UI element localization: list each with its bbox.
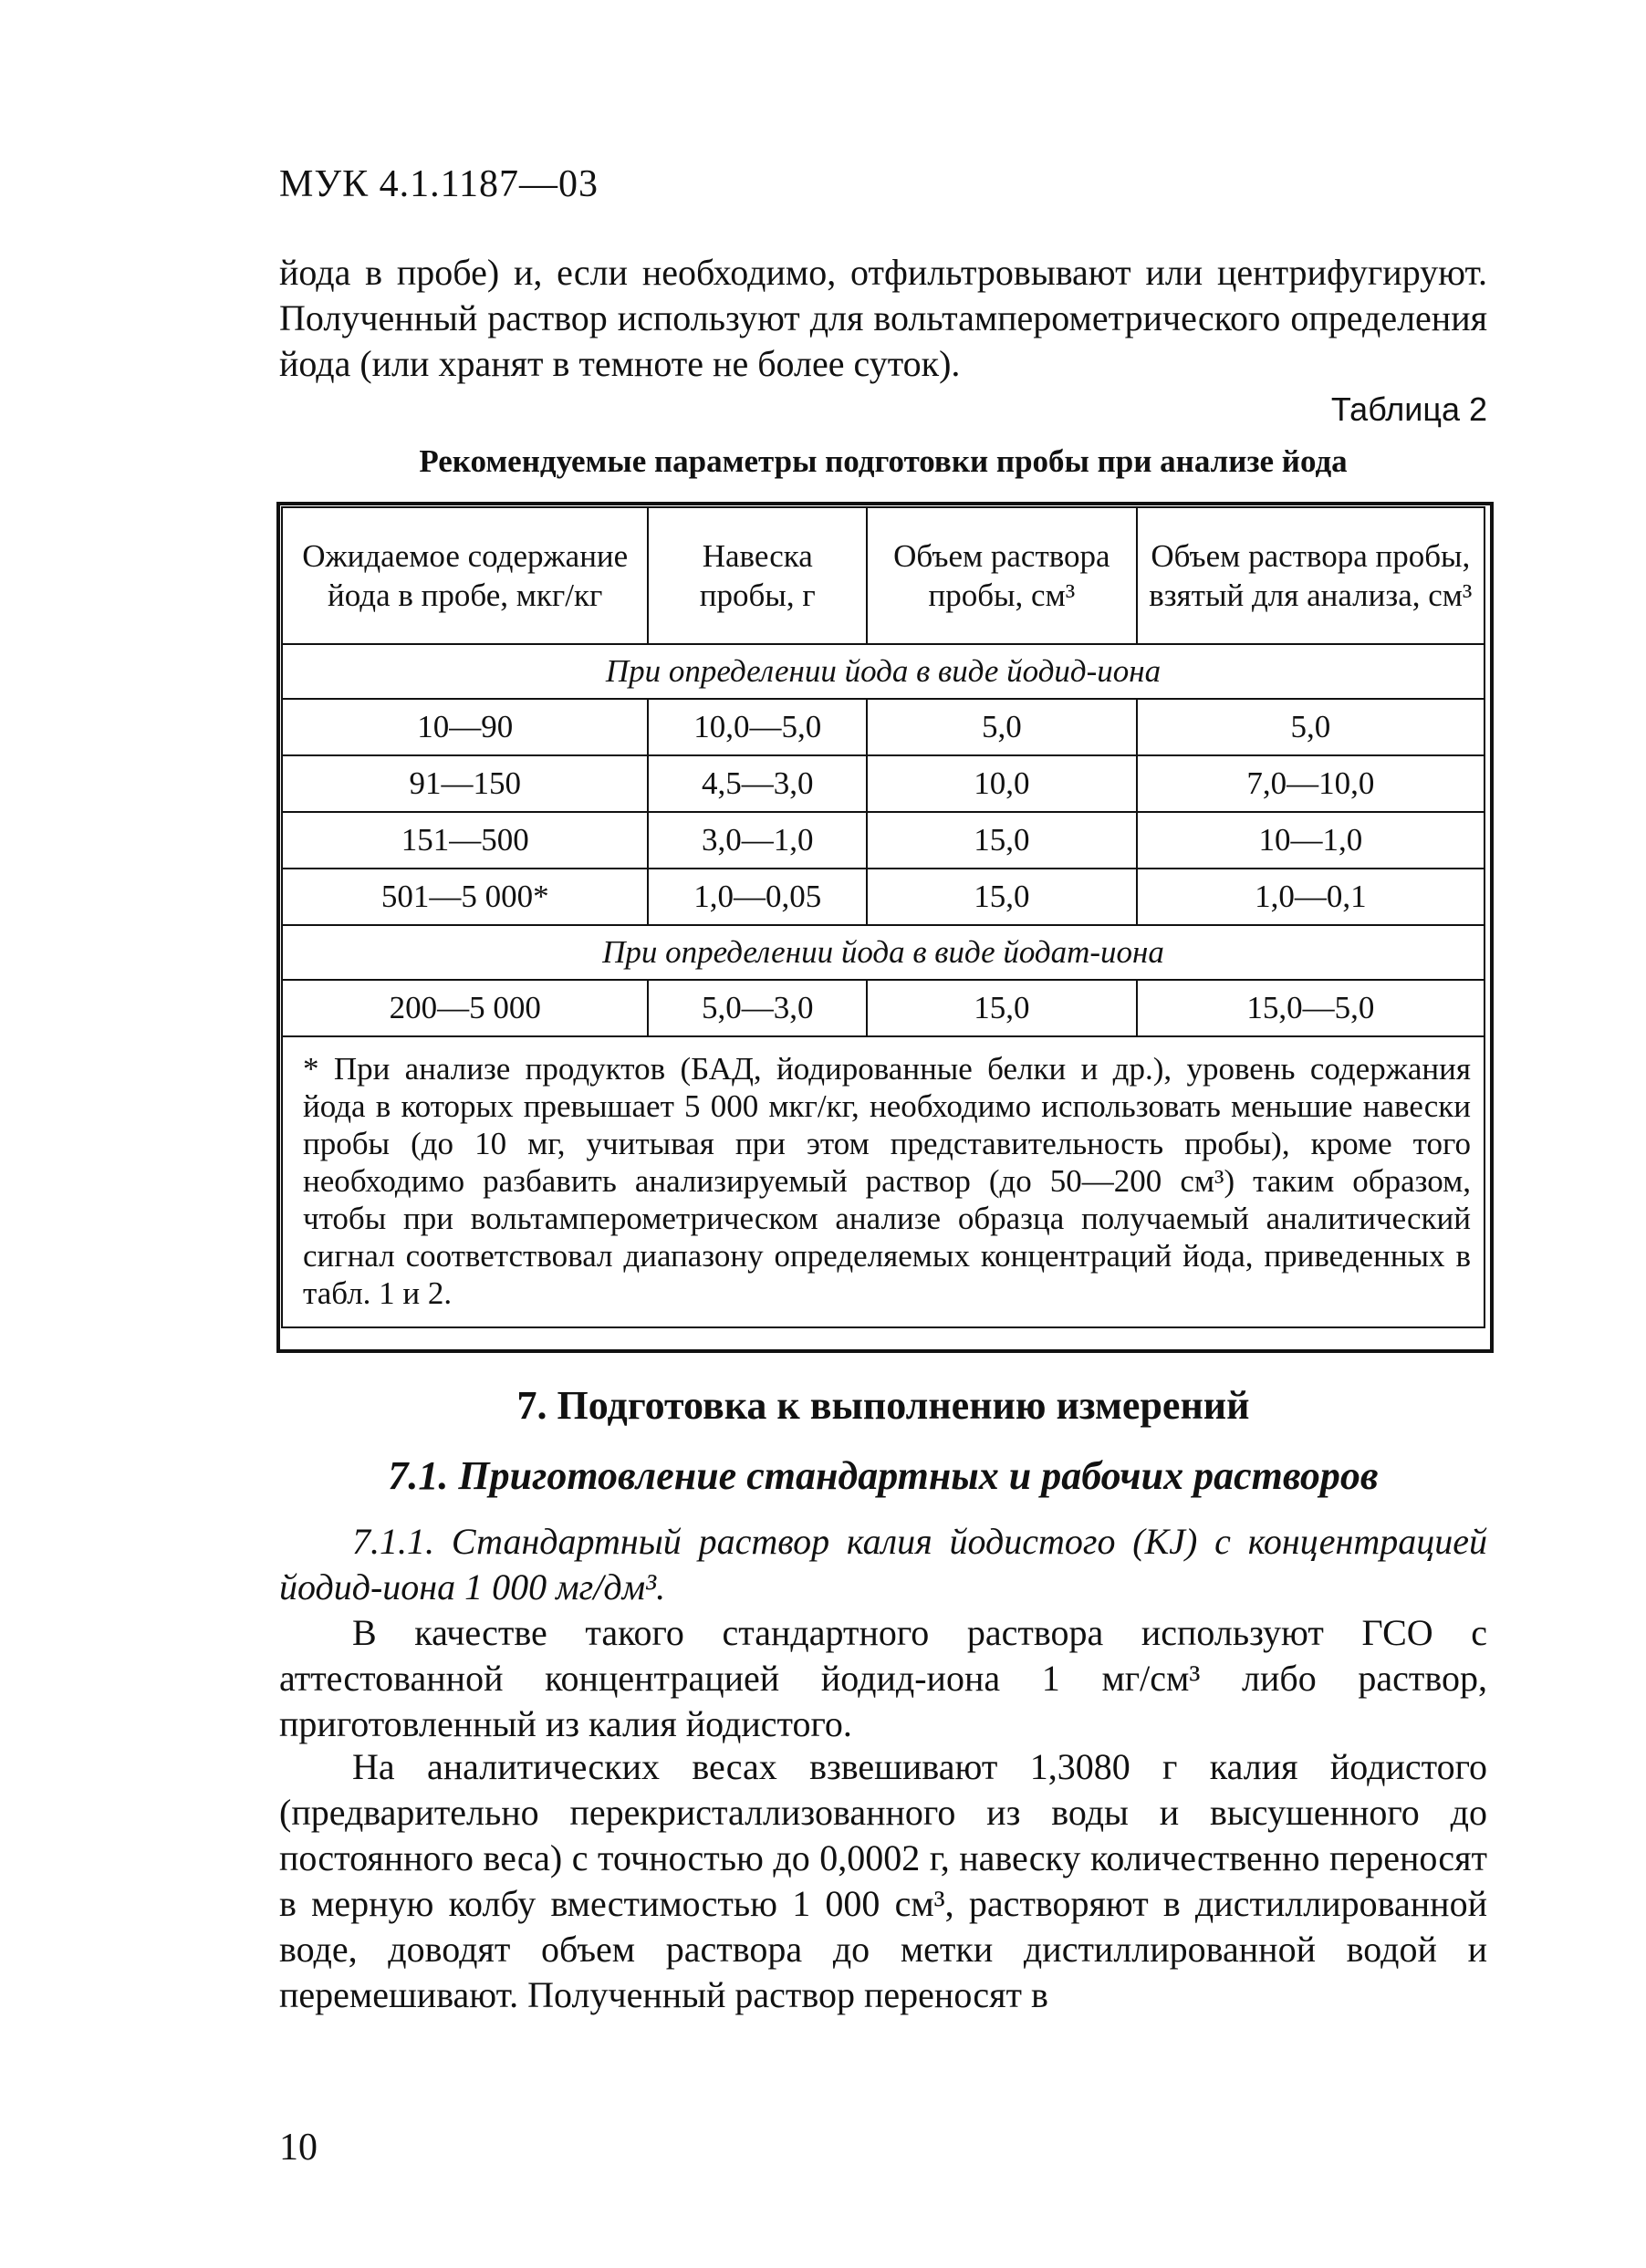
- table-cell: 5,0—3,0: [648, 980, 867, 1036]
- header-expected-content: Ожидаемое содержание йода в пробе, мкг/кг: [282, 507, 648, 644]
- table-footnote-row: [282, 1036, 1485, 1327]
- table-row: [282, 699, 1485, 755]
- table-cell: 4,5—3,0: [648, 755, 867, 812]
- table-label: Таблица 2: [1330, 390, 1487, 428]
- table-cell: 15,0: [867, 869, 1137, 925]
- subsection-heading: 7.1. Приготовление стандартных и рабочих растворов: [388, 1453, 1379, 1498]
- table-footnote: * При анализе продуктов (БАД, йодированные белки и др.), уровень содержания йода в которых превышает 5 000 мкг/кг, необходимо использовать меньшие навески пробы (до 10 мг, учитывая при этом представительность пробы), кроме того необходимо разбавить анализируемый раствор (до 50—200 см³) таким образом, чтобы при вольтамперометрическом анализе образца получаемый аналитический сигнал соответствовал диапазону определяемых концентраций йода, приведенных в табл. 1 и 2.: [282, 1036, 1485, 1327]
- table-cell: 5,0: [867, 699, 1137, 755]
- table-cell: 7,0—10,0: [1137, 755, 1485, 812]
- paragraph-weighing: На аналитических весах взвешивают 1,3080 г калия йодистого (предварительно перекристаллизованного из воды и высушенного до постоянного веса) с точностью до 0,0002 г, навеску количественно переносят в мерную колбу вместимостью 1 000 см³, растворяют в дистиллированной воде, доводят объем раствора до метки дистиллированной водой и перемешивают. Полученный раствор переносят в: [279, 1746, 1487, 2015]
- section-heading: 7. Подготовка к выполнению измерений: [516, 1383, 1250, 1428]
- header-solution-volume: Объем раствора пробы, см³: [867, 507, 1137, 644]
- section-iodate: При определении йода в виде йодат-иона: [282, 925, 1485, 980]
- table-row: [282, 812, 1485, 869]
- item-7-1-1: 7.1.1. Стандартный раствор калия йодистого (KJ) с концентрацией йодид-иона 1 000 мг/дм³.: [279, 1521, 1487, 1607]
- section-iodide: При определении йода в виде йодид-иона: [282, 644, 1485, 699]
- table-row: [282, 755, 1485, 812]
- intro-paragraph: йода в пробе) и, если необходимо, отфильтровывают или центрифугируют. Полученный раствор используют для вольтамперометрического определения йода (или хранят в темноте не более суток).: [279, 252, 1487, 384]
- table-cell: 15,0: [867, 980, 1137, 1036]
- table-cell: 3,0—1,0: [648, 812, 867, 869]
- table-cell: 501—5 000*: [282, 869, 648, 925]
- table-cell: 5,0: [1137, 699, 1485, 755]
- table-cell: 1,0—0,05: [648, 869, 867, 925]
- table-row: [282, 869, 1485, 925]
- parameters-table: [281, 506, 1485, 1328]
- table-cell: 200—5 000: [282, 980, 648, 1036]
- table-cell: 10,0—5,0: [648, 699, 867, 755]
- table-cell: 91—150: [282, 755, 648, 812]
- table-cell: 10—90: [282, 699, 648, 755]
- document-code: МУК 4.1.1187—03: [279, 163, 599, 205]
- table-header-row: [282, 507, 1485, 644]
- table-cell: 10—1,0: [1137, 812, 1485, 869]
- header-analysis-volume: Объем раствора пробы, взятый для анализа, см³: [1137, 507, 1485, 644]
- table-cell: 151—500: [282, 812, 648, 869]
- table-title: Рекомендуемые параметры подготовки пробы при анализе йода: [419, 443, 1348, 479]
- table-cell: 10,0: [867, 755, 1137, 812]
- header-sample-weight: Навеска пробы, г: [648, 507, 867, 644]
- table-cell: 15,0—5,0: [1137, 980, 1485, 1036]
- table-cell: 15,0: [867, 812, 1137, 869]
- table-cell: 1,0—0,1: [1137, 869, 1485, 925]
- table-row: [282, 980, 1485, 1036]
- page-number: 10: [279, 2127, 318, 2169]
- table-section-row: [282, 925, 1485, 980]
- paragraph-gso: В качестве такого стандартного раствора используют ГСО с аттестованной концентрацией йодид-иона 1 мг/см³ либо раствор, приготовленный из калия йодистого.: [279, 1612, 1487, 1744]
- table-section-row: [282, 644, 1485, 699]
